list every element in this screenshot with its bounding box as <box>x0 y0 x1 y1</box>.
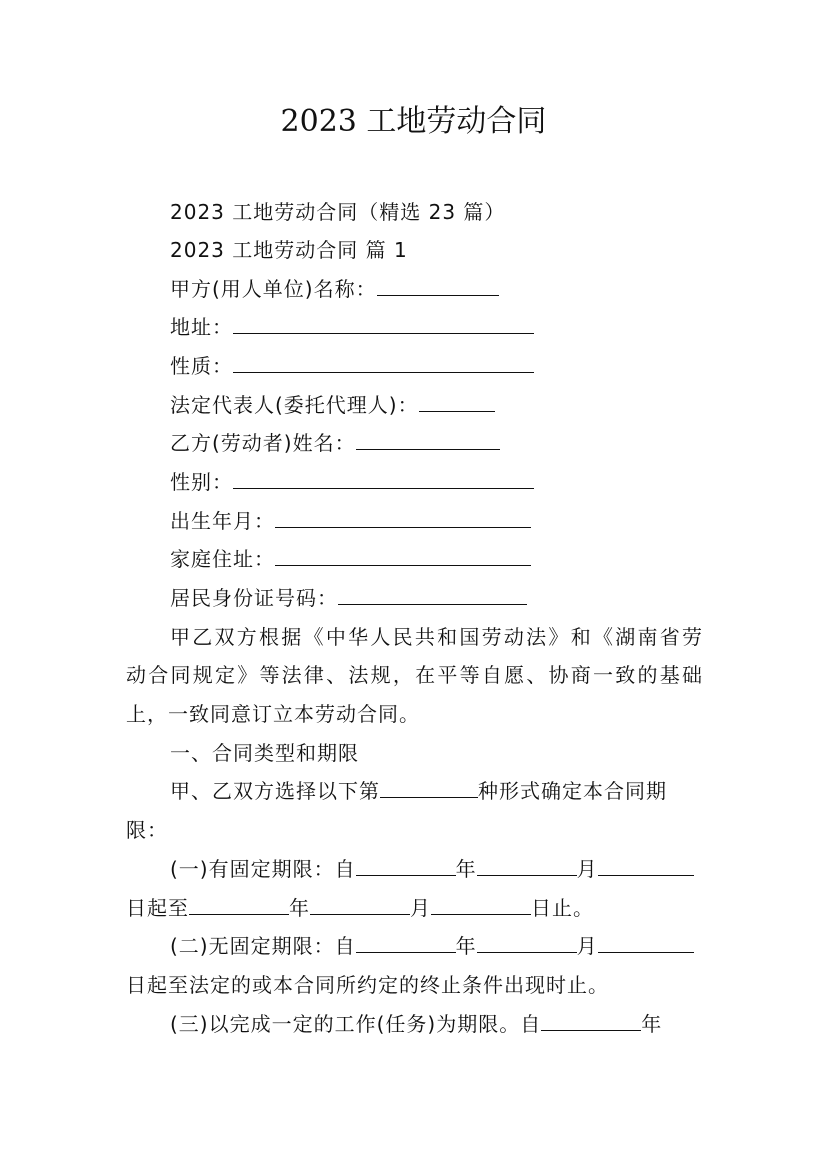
option-number-blank[interactable] <box>380 777 478 798</box>
address-row <box>170 308 703 346</box>
month-label: 月 <box>410 896 431 920</box>
option-text: (三)以完成一定的工作(任务)为期限。自 <box>170 1012 542 1036</box>
start-year-blank[interactable] <box>356 932 456 953</box>
option-three-line <box>170 1005 703 1043</box>
address-label: 地址： <box>170 315 233 339</box>
end-year-blank[interactable] <box>189 894 289 915</box>
birth-date-row <box>170 502 703 540</box>
year-label: 年 <box>455 934 477 958</box>
id-number-row <box>170 579 703 617</box>
address-blank[interactable] <box>233 313 534 334</box>
section-heading: 2023 工地劳动合同 篇 1 <box>170 238 408 262</box>
legal-rep-label: 法定代表人(委托代理人)： <box>170 393 419 417</box>
party-b-name-label: 乙方(劳动者)姓名： <box>170 431 356 455</box>
option-one-line <box>170 850 703 888</box>
subtitle: 2023 工地劳动合同（精选 23 篇） <box>170 200 506 224</box>
id-number-label: 居民身份证号码： <box>170 586 338 610</box>
party-a-name-blank[interactable] <box>377 275 499 296</box>
option-text: (二)无固定期限：自 <box>170 934 356 958</box>
start-day-blank[interactable] <box>598 932 694 953</box>
month-label: 月 <box>576 857 598 881</box>
birth-date-label: 出生年月： <box>170 509 275 533</box>
option-text: (一)有固定期限：自 <box>170 857 356 881</box>
year-label: 年 <box>455 857 477 881</box>
end-month-blank[interactable] <box>310 894 410 915</box>
birth-date-blank[interactable] <box>275 507 531 528</box>
clause-heading: 一、合同类型和期限 <box>170 741 359 765</box>
option-one-line-2 <box>126 889 703 927</box>
end-day-blank[interactable] <box>431 894 531 915</box>
year-label: 年 <box>289 896 310 920</box>
option-two-line-2: 日起至法定的或本合同所约定的终止条件出现时止。 <box>126 973 609 997</box>
party-a-name-label: 甲方(用人单位)名称： <box>170 277 377 301</box>
document-title: 2023 工地劳动合同 <box>280 104 547 139</box>
party-b-name-row <box>170 424 703 462</box>
gender-row <box>170 463 703 501</box>
home-address-row <box>170 540 703 578</box>
home-address-blank[interactable] <box>275 545 531 566</box>
clause-line <box>170 772 703 810</box>
home-address-label: 家庭住址： <box>170 547 275 571</box>
start-day-blank[interactable] <box>598 855 694 876</box>
option-text: 日止。 <box>531 896 594 920</box>
start-year-blank[interactable] <box>356 855 456 876</box>
paragraph-line: 动合同规定》等法律、法规，在平等自愿、协商一致的基础 <box>126 663 703 687</box>
option-text: 日起至 <box>126 896 189 920</box>
clause-text: 种形式确定本合同期 <box>478 779 667 803</box>
start-month-blank[interactable] <box>477 855 577 876</box>
legal-rep-row <box>170 386 703 424</box>
paragraph-line: 上，一致同意订立本劳动合同。 <box>126 702 420 726</box>
gender-blank[interactable] <box>233 468 534 489</box>
month-label: 月 <box>576 934 598 958</box>
legal-rep-blank[interactable] <box>419 391 495 412</box>
nature-label: 性质： <box>170 354 233 378</box>
paragraph-line: 甲乙双方根据《中华人民共和国劳动法》和《湖南省劳 <box>170 625 703 649</box>
gender-label: 性别： <box>170 470 233 494</box>
option-two-line <box>170 927 703 965</box>
year-label: 年 <box>641 1012 663 1036</box>
nature-blank[interactable] <box>233 352 534 373</box>
party-b-name-blank[interactable] <box>356 429 500 450</box>
nature-row <box>170 347 703 385</box>
clause-text: 甲、乙双方选择以下第 <box>170 779 380 803</box>
start-year-blank[interactable] <box>541 1010 641 1031</box>
id-number-blank[interactable] <box>338 584 527 605</box>
party-a-name-row <box>170 270 703 308</box>
start-month-blank[interactable] <box>477 932 577 953</box>
clause-line: 限： <box>126 818 168 842</box>
